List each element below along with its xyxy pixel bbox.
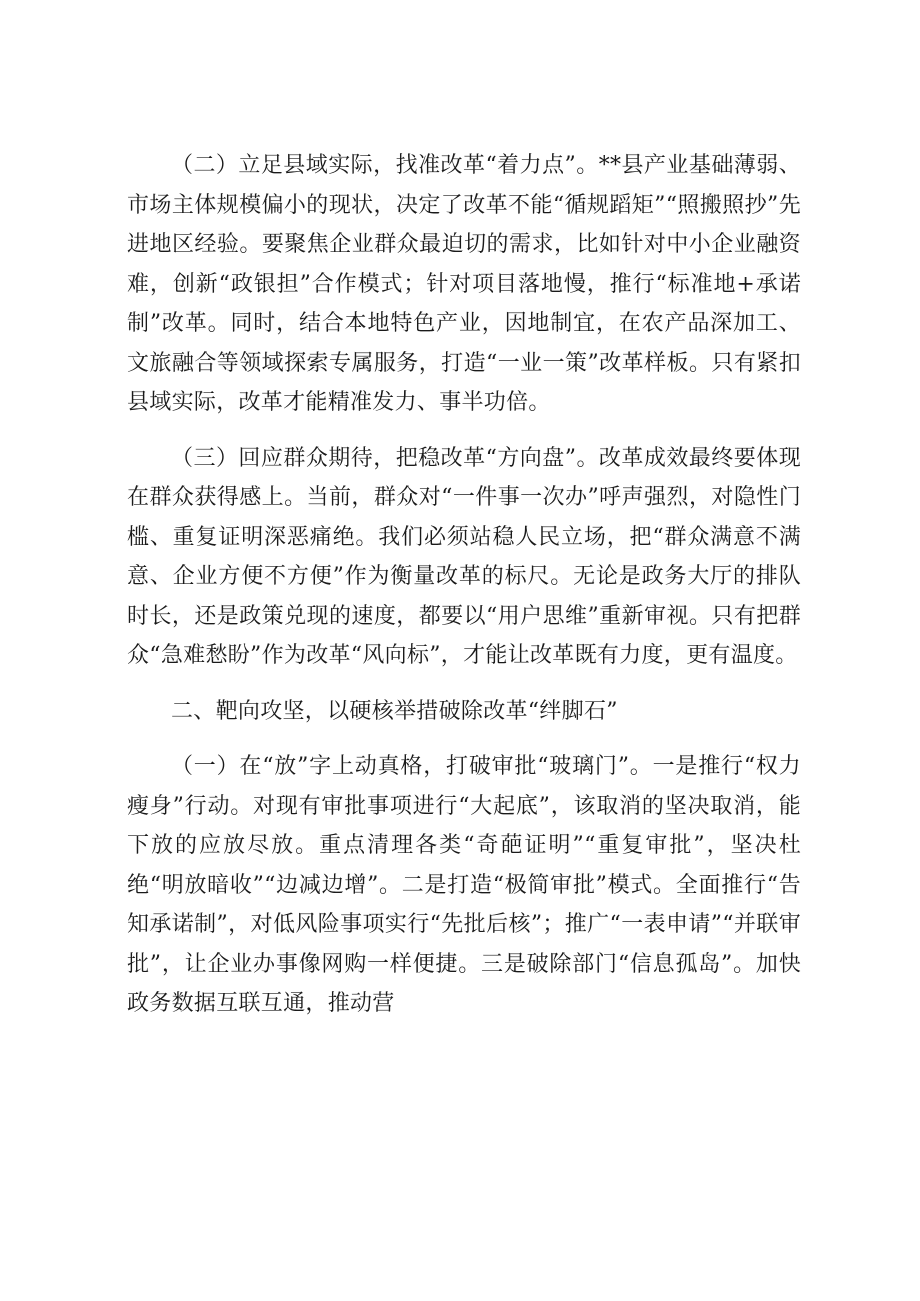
section-heading: 二、靶向攻坚，以硬核举措破除改革“绊脚石” <box>171 698 618 724</box>
paragraph-approval-reform: （一）在“放”字上动真格，打破审批“玻璃门”。一是推行“权力瘦身”行动。对现有审批事项进行“大起底”，该取消的坚决取消，能下放的应放尽放。重点清理各类“奇葩证明”“重复审批”，坚决杜绝“明放暗收”“边减边增”。二是打造“极简审批”模式。全面推行“告知承诺制”，对低风险事项实行“先批后核”；推广“一表申请”“并联审批”，让企业办事像网购一样便捷。三是破除部门“信息孤岛”。加快政务数据互联互通，推动营 <box>127 754 801 1016</box>
paragraph-county-reality: （二）立足县域实际，找准改革“着力点”。**县产业基础薄弱、市场主体规模偏小的现状，决定了改革不能“循规蹈矩”“照搬照抄”先进地区经验。要聚焦企业群众最迫切的需求，比如针对中小企业融资难，创新“政银担”合作模式；针对项目落地慢，推行“标准地+承诺制”改革。同时，结合本地特色产业，因地制宜，在农产品深加工、文旅融合等领域探索专属服务，打造“一业一策”改革样板。只有紧扣县域实际，改革才能精准发力、事半功倍。 <box>127 153 801 415</box>
paragraph-public-expectations: （三）回应群众期待，把稳改革“方向盘”。改革成效最终要体现在群众获得感上。当前，群众对“一件事一次办”呼声强烈，对隐性门槛、重复证明深恶痛绝。我们必须站稳人民立场，把“群众满意不满意、企业方便不方便”作为衡量改革的标尺。无论是政务大厅的排队时长，还是政策兑现的速度，都要以“用户思维”重新审视。只有把群众“急难愁盼”作为改革“风向标”，才能让改革既有力度，更有温度。 <box>127 445 801 668</box>
document-body <box>127 146 801 1024</box>
